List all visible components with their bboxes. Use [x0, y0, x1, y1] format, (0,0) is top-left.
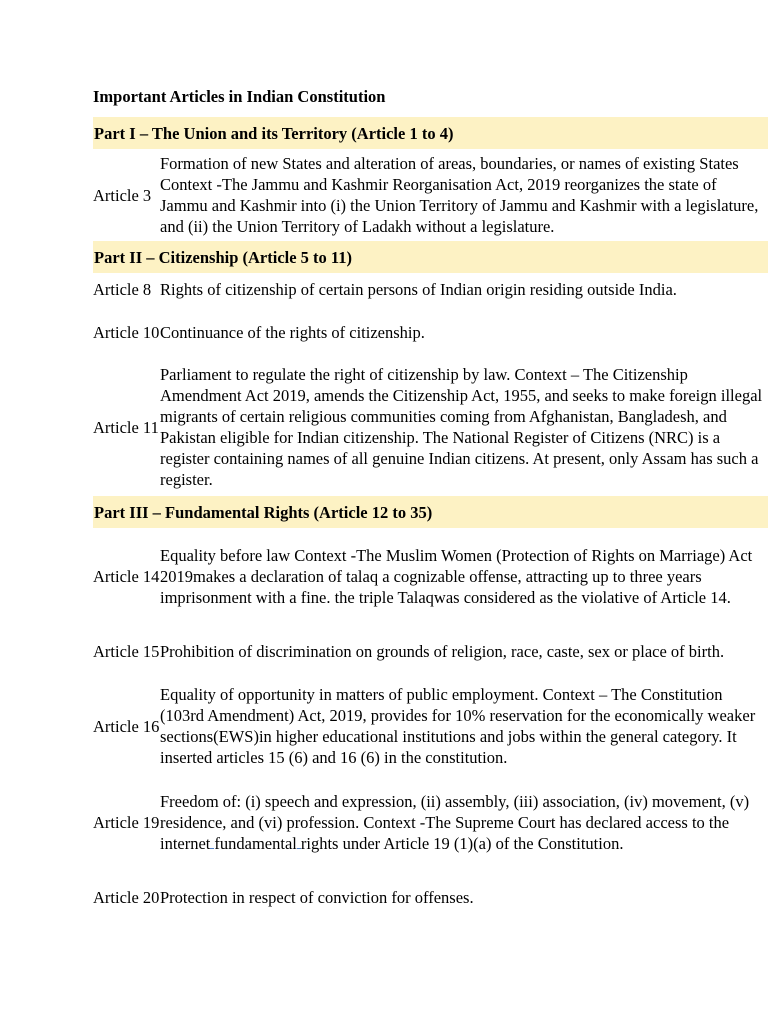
- article-description: Equality before law Context -The Muslim Women (Protection of Rights on Marriage) Act 2019makes a declaration of talaq a cognizable offense, attracting up to three years imprisonment with a fine. the triple Talaqwas considered as the violative of Article 14.: [160, 545, 753, 607]
- article-row: [93, 528, 768, 624]
- article-label: Article 19: [93, 812, 160, 832]
- article-row: [93, 273, 768, 306]
- document-page: [93, 87, 768, 924]
- article-description: Protection in respect of conviction for offenses.: [160, 887, 474, 907]
- article-label: Article 16: [93, 716, 160, 736]
- article-description: Formation of new States and alteration of areas, boundaries, or names of existing States Context -The Jammu and Kashmir Reorganisation Act, 2019 reorganizes the state of Jammu and Kashmir into (i) the Union Territory of Jammu and Kashmir with a legislature, and (ii) the Union Territory of Ladakh without a legislature.: [160, 154, 759, 236]
- articles-table: [93, 117, 768, 924]
- article-row: [93, 306, 768, 358]
- article-label: Article 15: [93, 641, 160, 661]
- article-description: Rights of citizenship of certain persons of Indian origin residing outside India.: [160, 280, 677, 299]
- part-heading: Part III – Fundamental Rights (Article 12 to 35): [93, 496, 768, 528]
- article-row: [93, 870, 768, 924]
- article-description: Parliament to regulate the right of citizenship by law. Context – The Citizenship Amendment Act 2019, amends the Citizenship Act, 1955, and seeks to make foreign illegal migrants of certain religious communities coming from Afghanistan, Bangladesh, and Pakistan eligible for Indian citizenship. The National Register of Citizens (NRC) is a register containing names of all genuine Indian citizens. At present, only Assam has such a register.: [160, 365, 763, 489]
- article-text-part: Freedom of: (i) speech and expression, (ii) assembly, (iii) association, (iv) movement, (v) residence, and (vi) profession. Context -The Supreme Court has declared access to the internet: [160, 791, 750, 853]
- article-description: Continuance of the rights of citizenship.: [160, 322, 425, 342]
- part-heading-row: [93, 241, 768, 273]
- article-label: Article 11: [93, 417, 159, 437]
- article-row: [93, 678, 768, 774]
- article-row: [93, 624, 768, 678]
- article-description: Equality of opportunity in matters of public employment. Context – The Constitution (103rd Amendment) Act, 2019, provides for 10% reservation for the economically weaker sections(EWS)in higher educational institutions and jobs within the general category. It inserted articles 15 (6) and 16 (6) in the constitution.: [160, 685, 756, 767]
- part-heading: Part II – Citizenship (Article 5 to 11): [93, 241, 768, 273]
- article-description: [160, 774, 768, 870]
- article-row: [93, 774, 768, 870]
- article-row: [93, 358, 768, 496]
- article-row: [93, 149, 768, 241]
- article-text-part: rights under Article 19 (1)(a) of the Constitution.: [300, 833, 624, 853]
- part-heading-row: [93, 496, 768, 528]
- article-description: Prohibition of discrimination on grounds of religion, race, caste, sex or place of birth.: [160, 641, 725, 661]
- article-label: Article 20: [93, 887, 160, 907]
- article-label: Article 8: [93, 280, 152, 299]
- part-heading-row: [93, 117, 768, 149]
- article-label: Article 10: [93, 322, 160, 342]
- part-heading: Part I – The Union and its Territory (Article 1 to 4): [93, 117, 768, 149]
- article-label: Article 14: [93, 566, 160, 586]
- article-label: Article 3: [93, 185, 152, 205]
- document-title: Important Articles in Indian Constitution: [93, 87, 386, 106]
- article-text-part: fundamental: [214, 833, 297, 853]
